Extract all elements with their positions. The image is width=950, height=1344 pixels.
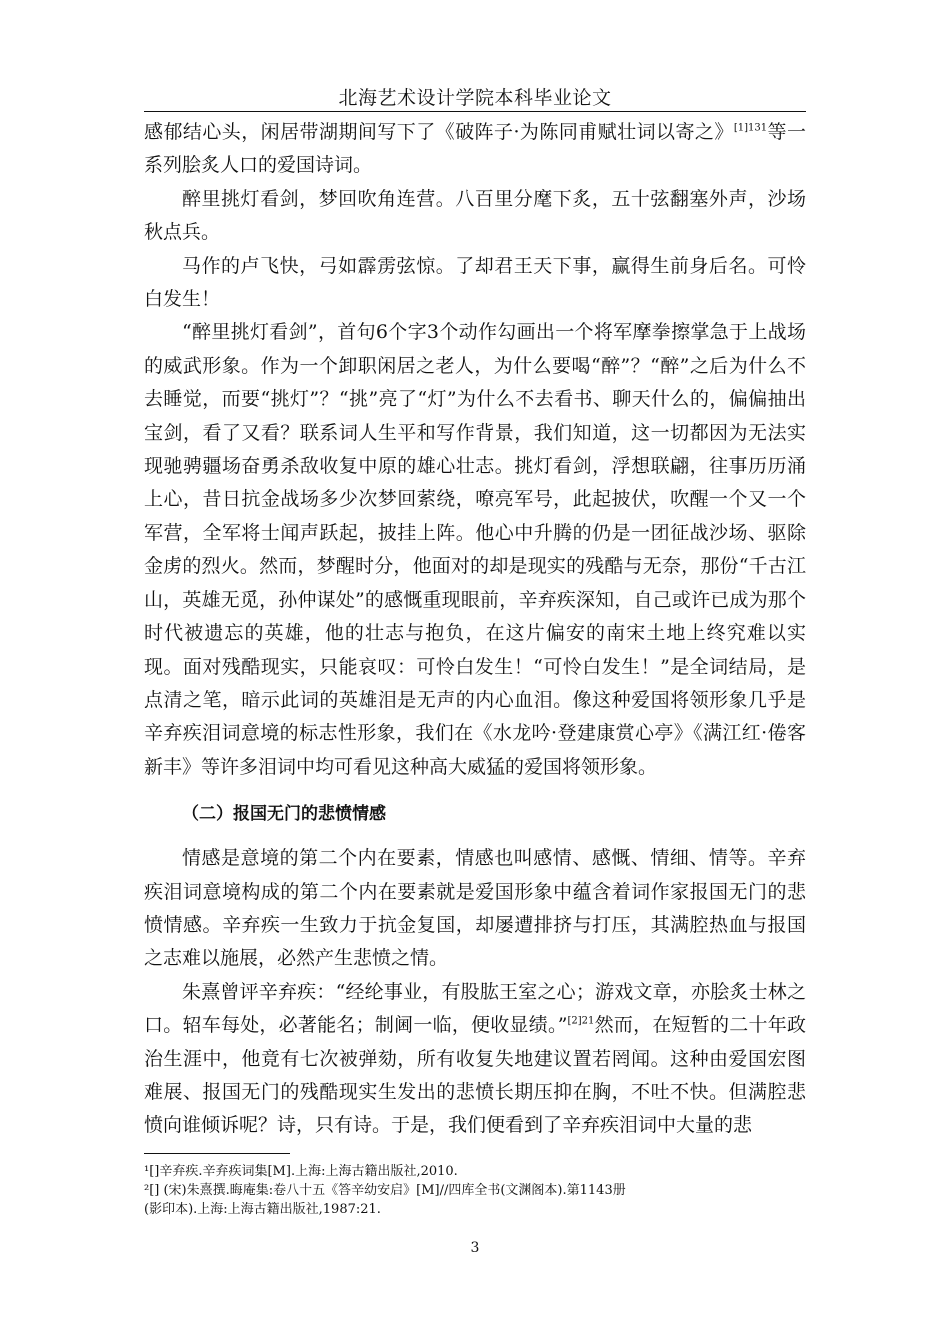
body-text <box>144 116 806 1143</box>
section-heading: （二）报国无门的悲愤情感 <box>182 804 386 825</box>
paragraph-text: 朱熹曾评辛弃疾：“经纶事业，有股肱王室之心；游戏文章，亦脍炙士林之口。轺车每处，必著能名；制阃一临，便收显绩。” <box>144 980 806 1037</box>
citation-ref: [2]21 <box>567 1015 595 1027</box>
footnote-rule <box>144 1153 290 1154</box>
poem-line-2: 马作的卢飞快，弓如霹雳弦惊。了却君王天下事，赢得生前身后名。可怜白发生！ <box>144 254 806 311</box>
citation-ref: [1]131 <box>733 122 768 134</box>
header-rule <box>144 111 806 112</box>
page-header-title: 北海艺术设计学院本科毕业论文 <box>338 87 612 109</box>
paragraph-text: 等一系列脍炙人口的爱国诗词。 <box>144 121 806 177</box>
footnote-1: ¹[]辛弃疾.辛弃疾词集[M].上海:上海古籍出版社,2010. <box>144 1164 458 1179</box>
footnote-2: ²[] (宋)朱熹撰.晦庵集:卷八十五《答辛幼安启》[M]//四库全书(文渊阁本).第1143册 <box>144 1183 626 1198</box>
paragraph-text: 然而，在短暂的二十年政治生涯中，他竟有七次被弹劾，所有收复失地建议置若罔闻。这种由爱国宏图难展、报国无门的残酷现实生发出的悲愤长期压抑在胸，不吐不快。但满腔悲愤向谁倾诉呢？诗，只有诗。于是，我们便看到了辛弃疾泪词中大量的悲 <box>144 1014 806 1137</box>
emotion-paragraph: 情感是意境的第二个内在要素，情感也叫感情、感慨、情细、情等。辛弃疾泪词意境构成的第二个内在要素就是爱国形象中蕴含着词作家报国无门的悲愤情感。辛弃疾一生致力于抗金复国，却屡遭排挤与打压，其满腔热血与报国之志难以施展，必然产生悲愤之情。 <box>144 847 806 970</box>
footnotes <box>144 1162 806 1219</box>
zhuxi-paragraph <box>144 976 806 1143</box>
analysis-paragraph: “醉里挑灯看剑”，首句6个字3个动作勾画出一个将军摩拳擦掌急于上战场的威武形象。作为一个卸职闲居之老人，为什么要喝“醉”？“醉”之后为什么不去睡觉，而要“挑灯”？“挑”亮了“灯”为什么不去看书、聊天什么的，偏偏抽出宝剑，看了又看？联系词人生平和写作背景，我们知道，这一切都因为无法实现驰骋疆场奋勇杀敌收复中原的雄心壮志。挑灯看剑，浮想联翩，往事历历涌上心，昔日抗金战场多少次梦回萦绕，嘹亮军号，此起披伏，吹醒一个又一个军营，全军将士闻声跃起，披挂上阵。他心中升腾的仍是一团征战沙场、驱除金虏的烈火。然而，梦醒时分，他面对的却是现实的残酷与无奈，那份“千古江山，英雄无觅，孙仲谋处”的感慨重现眼前，辛弃疾深知，自己或许已成为那个时代被遗忘的英雄，他的壮志与抱负，在这片偏安的南宋土地上终究难以实现。面对残酷现实，只能哀叹：可怜白发生！“可怜白发生！”是全词结局，是点清之笔，暗示此词的英雄泪是无声的内心血泪。像这种爱国将领形象几乎是辛弃疾泪词意境的标志性形象，我们在《水龙吟·登建康赏心亭》《满江红·倦客新丰》等许多泪词中均可看见这种高大威猛的爱国将领形象。 <box>144 321 806 778</box>
paragraph-text: 感郁结心头，闲居带湖期间写下了《破阵子·为陈同甫赋壮词以寄之》 <box>144 121 734 143</box>
poem-line-1: 醉里挑灯看剑，梦回吹角连营。八百里分麾下炙，五十弦翻塞外声，沙场秋点兵。 <box>144 187 806 244</box>
page-number: 3 <box>470 1240 480 1256</box>
footnote-2-continued: (影印本).上海:上海古籍出版社,1987:21. <box>144 1202 381 1217</box>
paragraph-continued <box>144 116 806 183</box>
